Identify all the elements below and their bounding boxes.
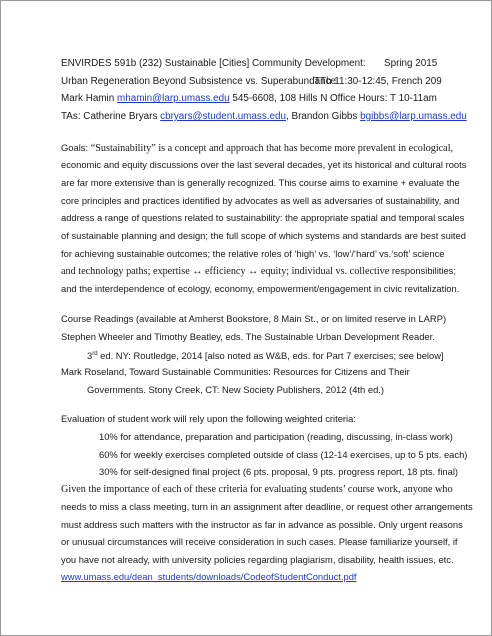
goals-line-1 <box>61 142 453 155</box>
goals-line-5: address a range of questions related to sustainability: the appropriate spatial and temporal scales <box>61 212 465 223</box>
evaluation-item-project: 30% for self-designed final project (6 pts. proposal, 9 pts. progress report, 18 pts. final) <box>99 466 459 477</box>
evaluation-item-attendance: 10% for attendance, preparation and participation (reading, discussing, in-class work) <box>99 431 453 442</box>
goals-line-6: of sustainable planning and design; the full scope of which systems and standards are best suited <box>61 230 466 241</box>
tas-label: TAs: Catherine Bryars <box>61 111 158 122</box>
term: Spring 2015 <box>384 58 438 69</box>
instructor-line <box>61 93 327 105</box>
conduct-policy-line <box>61 571 357 583</box>
ta2-email-link[interactable]: bgibbs@larp.umass.edu <box>360 111 467 122</box>
ta2-name: , Brandon Gibbs <box>286 111 358 122</box>
reading-2-details: Governments. Stony Creek, CT: New Society Publishers, 2012 (4th ed.) <box>87 384 385 395</box>
goals-line-4: core principles and practices identified by advocates as well as adversaries of sustainability, and <box>61 195 460 206</box>
office-hours: Office Hours: T 10-11am <box>330 93 437 104</box>
goals-line-2: economic and equity discussions over the last several decades, yet its historical and cultural roots <box>61 159 467 170</box>
evaluation-intro: Evaluation of student work will rely upon the following weighted criteria: <box>61 413 356 424</box>
course-title-line <box>61 58 366 70</box>
policy-line-5: you have not already, with university policies regarding plagiarism, disability, health issues, etc. <box>61 554 454 565</box>
readings-heading: Course Readings (available at Amherst Bookstore, 8 Main St., or on limited reserve in LARP) <box>61 313 447 324</box>
policy-line-3: must address such matters with the instructor as far in advance as possible. Only urgent reasons <box>61 519 463 530</box>
evaluation-item-exercises: 60% for weekly exercises completed outside of class (12-14 exercises, up to 5 pts. each) <box>99 449 468 460</box>
ta1-email-link[interactable]: cbryars@student.umass.edu <box>160 111 286 122</box>
instructor-contact: 545-6608, 108 Hills N <box>232 93 328 104</box>
goals-line-7-text: for achieving sustainable outcomes; the relative roles of ‘high’ vs. ‘low’/‘hard’ vs.‘soft’ science <box>61 248 445 259</box>
instructor-name: Mark Hamin <box>61 93 115 104</box>
reading-1-rest: ed. NY: Routledge, 2014 [also noted as W&B, eds. for Part 7 exercises; see below] <box>97 350 444 362</box>
policy-line-4: or unusual circumstances will receive consideration in such cases. Please familiarize yourself, if <box>61 536 458 547</box>
reading-2-title: Mark Roseland, Toward Sustainable Communities: Resources for Citizens and Their <box>61 366 410 377</box>
course-subtitle: Urban Regeneration Beyond Subsistence vs. Superabundance <box>61 76 337 87</box>
course-title: ENVIRDES 591b (232) Sustainable [Cities] Community Development: <box>61 58 366 69</box>
goals-line-8 <box>61 265 456 278</box>
policy-line-2: needs to miss a class meeting, turn in an assignment after deadline, or request other arrangements <box>61 501 473 512</box>
goals-line-8-serif: and technology paths; expertise ↔ efficiency ↔ equity; individual vs. collective <box>61 266 390 277</box>
goals-line-8-sans: responsibilities; <box>389 265 456 276</box>
reading-1-edition-num: 3 <box>87 350 93 362</box>
reading-1-details <box>87 348 444 362</box>
goals-line-7 <box>61 248 445 260</box>
conduct-policy-link[interactable]: www.umass.edu/dean_students/downloads/CodeofStudentConduct.pdf <box>61 571 357 582</box>
reading-1-edition-sup: rd <box>92 351 98 357</box>
reading-1-title: Stephen Wheeler and Timothy Beatley, eds. The Sustainable Urban Development Reader. <box>61 331 435 342</box>
policy-line-1-text: Given the importance of each of these criteria for evaluating students’ course work, anyone who <box>61 484 453 495</box>
goals-line-3: are far more extensive than is generally recognized. This course aims to examine + evaluate the <box>61 177 460 188</box>
goals-text-start: “Sustainability” is a concept and approach that has become more prevalent in ecological, <box>90 143 454 154</box>
policy-line-1 <box>61 483 453 496</box>
goals-line-9: and the interdependence of ecology, economy, empowerment/engagement in civic revitalization. <box>61 283 460 294</box>
goals-label: Goals: <box>61 142 89 153</box>
course-schedule: TTh 11:30-12:45, French 209 <box>314 76 442 87</box>
instructor-email-link[interactable]: mhamin@larp.umass.edu <box>116 93 230 104</box>
tas-line <box>61 111 467 123</box>
